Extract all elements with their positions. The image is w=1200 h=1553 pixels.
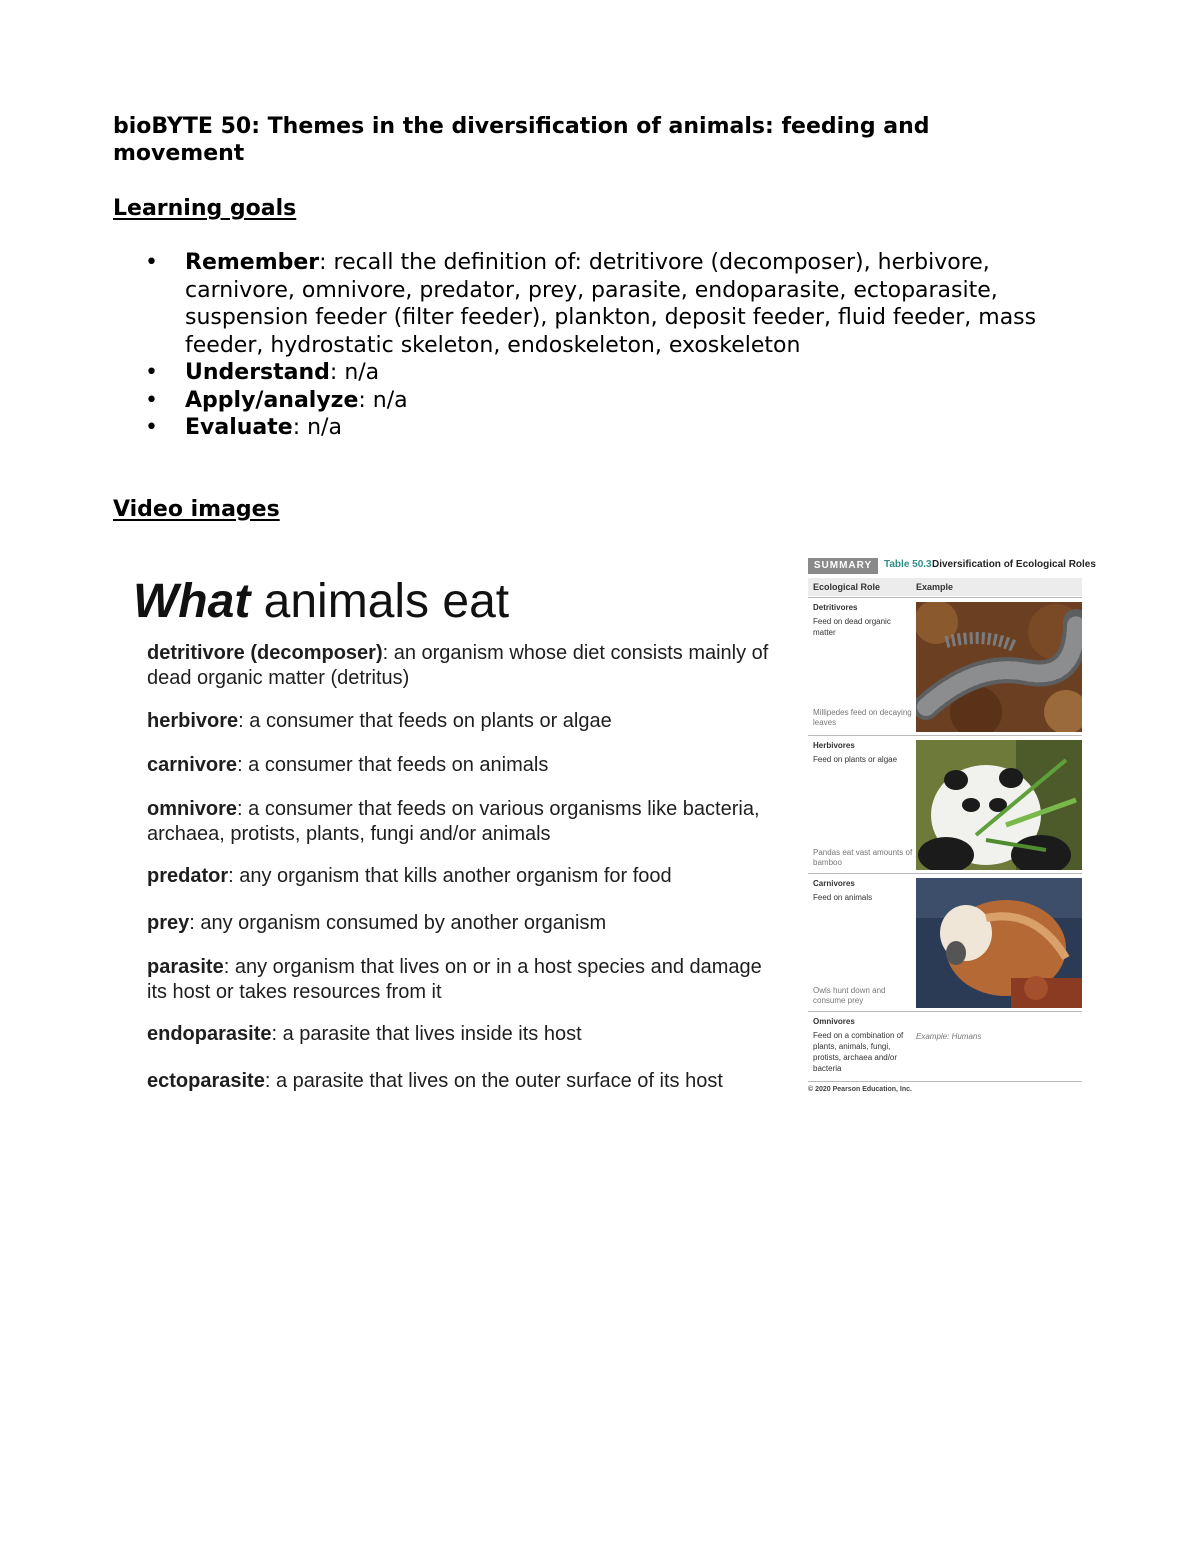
definition-term: prey xyxy=(147,912,190,934)
photo-caption: Millipedes feed on decaying leaves xyxy=(813,708,912,727)
goal-text: : n/a xyxy=(358,387,408,413)
role-name: Detritivores xyxy=(813,603,858,612)
definition-item xyxy=(147,911,807,936)
table-row xyxy=(808,873,1082,1011)
definition-text: : any organism that kills another organism for food xyxy=(228,865,672,887)
list-item xyxy=(113,414,1073,442)
definition-text: : a consumer that feeds on animals xyxy=(237,754,549,776)
role-cell xyxy=(813,740,913,765)
bullet-icon: • xyxy=(145,360,158,385)
bullet-icon: • xyxy=(145,415,158,440)
list-item xyxy=(113,359,1073,387)
summary-badge: SUMMARY xyxy=(808,558,878,574)
definition-term: predator xyxy=(147,865,229,887)
definition-term: parasite xyxy=(147,956,224,978)
list-item xyxy=(113,387,1073,415)
role-description: Feed on dead organic matter xyxy=(813,617,891,637)
role-cell xyxy=(813,1016,913,1074)
definition-text: : an organism whose diet consists mainly of dead organic matter (detritus) xyxy=(147,642,769,689)
document-title: bioBYTE 50: Themes in the diversification of animals: feeding and movement xyxy=(113,114,930,166)
role-description: Feed on plants or algae xyxy=(813,755,898,764)
owl-photo xyxy=(916,878,1082,1008)
millipede-photo xyxy=(916,602,1082,732)
photo-caption: Pandas eat vast amounts of bamboo xyxy=(813,848,913,867)
table-row xyxy=(808,1011,1082,1082)
table-row xyxy=(808,735,1082,873)
role-name: Herbivores xyxy=(813,741,855,750)
definition-text: : a parasite that lives on the outer surface of its host xyxy=(264,1070,723,1092)
column-header-role: Ecological Role xyxy=(813,582,881,592)
list-item xyxy=(113,249,1073,359)
role-description: Feed on a combination of plants, animals, fungi, protists, archaea and/or bacteria xyxy=(813,1031,904,1073)
copyright-text: © 2020 Pearson Education, Inc. xyxy=(808,1086,912,1093)
goal-text: : n/a xyxy=(292,415,342,440)
learning-goals-heading: Learning goals xyxy=(113,196,297,221)
summary-table-header xyxy=(806,556,1096,576)
definition-text: : any organism that lives on or in a host species and damage its host or takes resources from it xyxy=(147,956,762,1003)
table-row xyxy=(808,597,1082,735)
summary-table xyxy=(806,556,1096,1101)
role-cell xyxy=(813,602,913,638)
goal-label: Understand xyxy=(185,360,330,385)
definition-text: : a consumer that feeds on plants or algae xyxy=(238,710,612,732)
slide-title-rest: animals eat xyxy=(250,575,510,628)
photo-caption: Owls hunt down and consume prey xyxy=(813,986,886,1005)
definition-item xyxy=(147,1022,807,1047)
table-number: Table 50.3 xyxy=(884,559,932,570)
goal-text: : n/a xyxy=(329,360,380,385)
definition-term: detritivore (decomposer) xyxy=(147,642,383,664)
table-column-headers xyxy=(808,578,1082,596)
definition-term: omnivore xyxy=(147,798,238,820)
definition-item xyxy=(147,797,767,846)
video-images-heading: Video images xyxy=(113,497,280,522)
bullet-icon: • xyxy=(145,250,158,275)
role-description: Feed on animals xyxy=(813,893,873,902)
goal-text: : recall the definition of: detritivore (decomposer), herbivore, carnivore, omnivore, predator, prey, parasite, endoparasite, ectoparasite, suspension feeder (filter feeder), plankton, deposit feeder, fluid feeder, mass feeder, hydrostatic skeleton, endoskeleton, exoskeleton xyxy=(185,250,1037,358)
role-cell xyxy=(813,878,913,903)
definition-item xyxy=(147,955,767,1004)
definition-text: : a consumer that feeds on various organisms like bacteria, archaea, protists, plants, fungi and/or animals xyxy=(147,798,760,845)
definition-term: herbivore xyxy=(147,710,239,732)
bullet-icon: • xyxy=(145,387,158,413)
slide-title xyxy=(133,574,509,629)
goal-label: Apply/analyze xyxy=(185,387,359,413)
slide-title-italic: What xyxy=(133,575,251,628)
definition-term: ectoparasite xyxy=(147,1070,265,1092)
column-header-example: Example xyxy=(916,582,954,592)
definition-text: : a parasite that lives inside its host xyxy=(271,1023,582,1045)
definition-term: carnivore xyxy=(147,754,238,776)
learning-goals-list xyxy=(113,249,1073,442)
definition-term: endoparasite xyxy=(147,1023,272,1045)
definition-item xyxy=(147,1069,807,1094)
panda-photo xyxy=(916,740,1082,870)
example-text: Example: Humans xyxy=(916,1032,982,1041)
goal-label: Evaluate xyxy=(185,415,293,440)
definition-item xyxy=(147,864,807,889)
role-name: Carnivores xyxy=(813,879,855,888)
goal-label: Remember xyxy=(185,250,320,275)
table-bottom-rule xyxy=(808,1081,1082,1082)
table-name: Diversification of Ecological Roles xyxy=(932,559,1096,570)
definition-item xyxy=(147,753,807,778)
slide-what-animals-eat xyxy=(128,570,800,1100)
definition-item xyxy=(147,641,807,690)
definition-item xyxy=(147,709,807,734)
definition-text: : any organism consumed by another organism xyxy=(189,912,607,934)
role-name: Omnivores xyxy=(813,1017,855,1026)
